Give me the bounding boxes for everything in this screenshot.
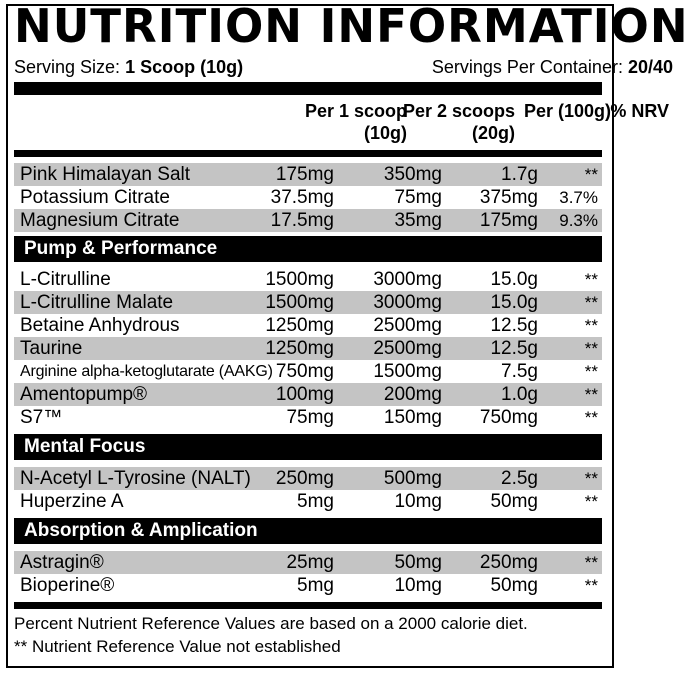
ingredient-name: Pink Himalayan Salt [20, 164, 191, 185]
per2-value: 10mg [394, 491, 442, 512]
ingredient-name: Magnesium Citrate [20, 210, 180, 231]
per100-value: 15.0g [490, 292, 538, 313]
table-row [14, 337, 602, 360]
per100-value: 7.5g [501, 361, 538, 382]
per2-value: 75mg [394, 187, 442, 208]
ingredient-name: S7™ [20, 407, 63, 428]
per1-value: 250mg [275, 468, 334, 489]
per100-value: 1.0g [501, 384, 538, 405]
serving-size-value: 1 Scoop (10g) [125, 57, 244, 77]
per100-value: 15.0g [490, 269, 538, 290]
per1-value: 1500mg [265, 269, 334, 290]
ingredient-name: L-Citrulline Malate [20, 292, 174, 313]
per2-value: 3000mg [373, 292, 442, 313]
ingredient-name: Huperzine A [20, 491, 124, 512]
per2-value: 500mg [383, 468, 442, 489]
table-row [14, 186, 602, 209]
ingredient-name: N-Acetyl L-Tyrosine (NALT) [20, 468, 251, 489]
nrv-value: ** [584, 576, 598, 595]
per2-value: 1500mg [373, 361, 442, 382]
table-row [14, 209, 602, 232]
per100-value: 50mg [490, 575, 538, 596]
section-title: Mental Focus [24, 436, 146, 457]
col-header-per1 [305, 100, 407, 144]
servings-per-container-label: Servings Per Container: [431, 57, 628, 77]
col-header-per1-line2: (10g) [363, 123, 407, 143]
per1-value: 1250mg [265, 315, 334, 336]
col-header-nrv: % NRV [610, 101, 669, 121]
servings-per-container-value: 20/40 [627, 57, 673, 77]
per1-value: 1500mg [265, 292, 334, 313]
table-divider [14, 150, 602, 157]
section-title: Absorption & Amplication [24, 520, 258, 541]
per100-value: 250mg [479, 552, 538, 573]
nrv-value: ** [584, 469, 598, 488]
footnote-not-established: ** Nutrient Reference Value not established [14, 637, 341, 656]
ingredient-name: Betaine Anhydrous [20, 315, 180, 336]
per2-value: 2500mg [373, 315, 442, 336]
serving-size [14, 56, 243, 78]
per2-value: 35mg [394, 210, 442, 231]
nrv-value: ** [584, 165, 598, 184]
per100-value: 12.5g [490, 315, 538, 336]
per1-value: 75mg [286, 407, 334, 428]
per100-value: 750mg [479, 407, 538, 428]
nrv-value: ** [584, 316, 598, 335]
section-header-absorption [14, 518, 602, 544]
per1-value: 17.5mg [270, 210, 334, 231]
per2-value: 10mg [394, 575, 442, 596]
ingredient-name: Amentopump® [20, 384, 148, 405]
table-row [14, 490, 602, 513]
ingredient-name: Potassium Citrate [20, 187, 170, 208]
table-row [14, 383, 602, 406]
per1-value: 25mg [286, 552, 334, 573]
per1-value: 100mg [275, 384, 334, 405]
per1-value: 1250mg [265, 338, 334, 359]
section-header-pump [14, 236, 602, 262]
col-header-per100: Per (100g) [523, 101, 611, 121]
ingredient-name: Bioperine® [20, 575, 115, 596]
table-row [14, 314, 602, 337]
footer-divider [14, 602, 602, 609]
ingredient-name: Arginine alpha-ketoglutarate (AAKG) [20, 363, 273, 380]
page-title: NUTRITION INFORMATION [14, 0, 689, 53]
per1-value: 175mg [275, 164, 334, 185]
per100-value: 1.7g [501, 164, 538, 185]
nrv-value: ** [584, 293, 598, 312]
header-divider [14, 82, 602, 95]
nrv-value: ** [584, 408, 598, 427]
nrv-value: ** [584, 492, 598, 511]
per100-value: 375mg [479, 187, 538, 208]
nrv-value: ** [584, 339, 598, 358]
per1-value: 37.5mg [270, 187, 334, 208]
nrv-value: ** [584, 270, 598, 289]
table-row [14, 574, 602, 597]
table-row [14, 268, 602, 291]
nrv-value: ** [584, 553, 598, 572]
nrv-value: 9.3% [559, 211, 598, 230]
nrv-value: ** [584, 362, 598, 381]
ingredient-name: Taurine [20, 338, 83, 359]
col-header-per1-line1: Per 1 scoop [304, 101, 407, 121]
table-row [14, 360, 602, 383]
table-row [14, 467, 602, 490]
per2-value: 150mg [383, 407, 442, 428]
table-row [14, 291, 602, 314]
per1-value: 5mg [297, 491, 334, 512]
footnote-nrv-basis: Percent Nutrient Reference Values are based on a 2000 calorie diet. [14, 614, 528, 633]
per2-value: 200mg [383, 384, 442, 405]
table-row [14, 551, 602, 574]
section-title: Pump & Performance [24, 238, 218, 259]
col-header-per2-line1: Per 2 scoops [402, 101, 515, 121]
nrv-value: 3.7% [559, 188, 598, 207]
ingredient-name: L-Citrulline [20, 269, 111, 290]
per100-value: 2.5g [501, 468, 538, 489]
per2-value: 50mg [394, 552, 442, 573]
serving-size-label: Serving Size: [14, 57, 126, 77]
per2-value: 350mg [383, 164, 442, 185]
per100-value: 50mg [490, 491, 538, 512]
per100-value: 12.5g [490, 338, 538, 359]
section-header-mental [14, 434, 602, 460]
table-row [14, 406, 602, 429]
table-row [14, 163, 602, 186]
col-header-per2-line2: (20g) [471, 123, 515, 143]
per1-value: 5mg [297, 575, 334, 596]
ingredient-name: Astragin® [20, 552, 104, 573]
per1-value: 750mg [275, 361, 334, 382]
per2-value: 3000mg [373, 269, 442, 290]
nrv-value: ** [584, 385, 598, 404]
col-header-per2 [403, 100, 515, 144]
per100-value: 175mg [479, 210, 538, 231]
per2-value: 2500mg [373, 338, 442, 359]
servings-per-container [432, 56, 673, 78]
